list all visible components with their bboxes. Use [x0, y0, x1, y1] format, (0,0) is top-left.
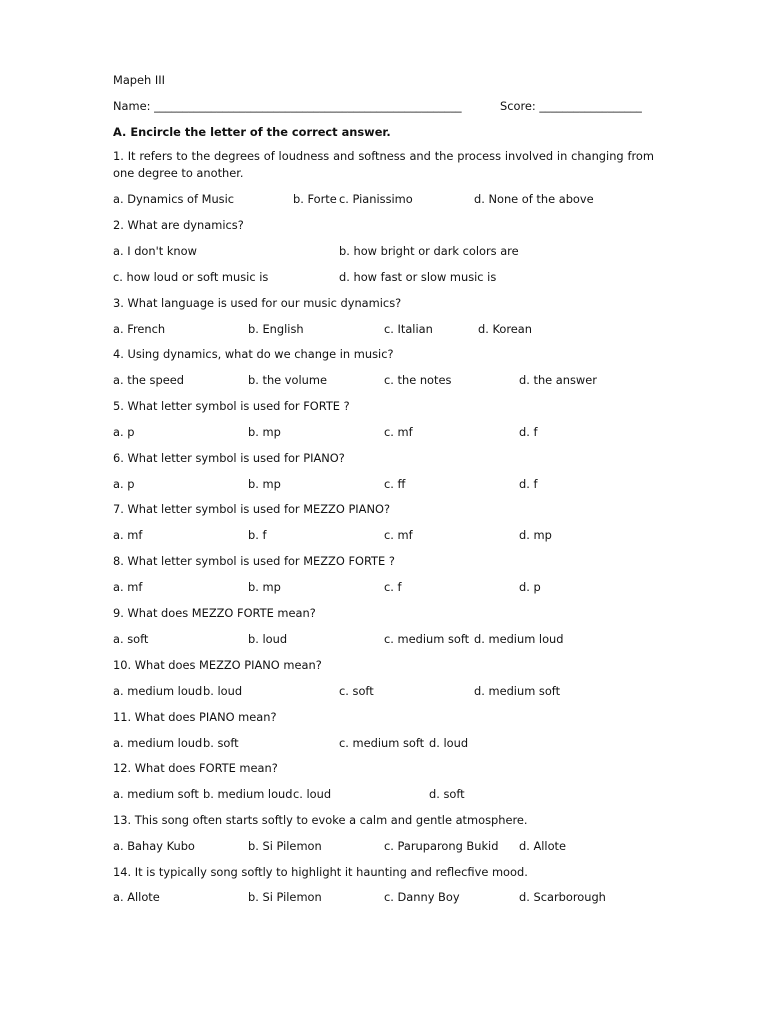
q3-option-b: b. English	[248, 322, 304, 336]
question-11: 11. What does PIANO mean?	[113, 710, 277, 724]
q14-option-b: b. Si Pilemon	[248, 890, 322, 904]
q1-option-c: c. Pianissimo	[339, 192, 413, 206]
q4-option-c: c. the notes	[384, 373, 452, 387]
q12-option-b: b. medium loud	[203, 787, 293, 801]
q5-option-d: d. f	[519, 425, 538, 439]
question-4: 4. Using dynamics, what do we change in music?	[113, 347, 394, 361]
q14-option-d: d. Scarborough	[519, 890, 606, 904]
q8-option-c: c. f	[384, 580, 402, 594]
question-13: 13. This song often starts softly to evoke a calm and gentle atmosphere.	[113, 813, 528, 827]
q2-option-a: a. I don't know	[113, 244, 197, 258]
q3-option-c: c. Italian	[384, 322, 433, 336]
q4-option-a: a. the speed	[113, 373, 184, 387]
q10-option-d: d. medium soft	[474, 684, 561, 698]
q13-option-c: c. Paruparong Bukid	[384, 839, 499, 853]
question-7: 7. What letter symbol is used for MEZZO PIANO?	[113, 502, 390, 516]
q5-option-a: a. p	[113, 425, 135, 439]
q10-option-a: a. medium loud	[113, 684, 203, 698]
q2-option-c: c. how loud or soft music is	[113, 270, 269, 284]
q9-option-d: d. medium loud	[474, 632, 564, 646]
q3-option-d: d. Korean	[478, 322, 532, 336]
q7-option-c: c. mf	[384, 528, 413, 542]
q10-option-b: b. loud	[203, 684, 243, 698]
q13-option-a: a. Bahay Kubo	[113, 839, 195, 853]
q14-option-a: a. Allote	[113, 890, 160, 904]
question-8: 8. What letter symbol is used for MEZZO FORTE ?	[113, 554, 395, 568]
q6-option-a: a. p	[113, 477, 135, 491]
q6-option-b: b. mp	[248, 477, 281, 491]
q9-option-a: a. soft	[113, 632, 149, 646]
question-5: 5. What letter symbol is used for FORTE ?	[113, 399, 350, 413]
score-field: Score: __________________	[500, 99, 642, 113]
q3-option-a: a. French	[113, 322, 166, 336]
q12-option-a: a. medium soft	[113, 787, 199, 801]
q1-option-b: b. Forte	[293, 192, 337, 206]
q4-option-d: d. the answer	[519, 373, 597, 387]
question-2: 2. What are dynamics?	[113, 218, 244, 232]
q8-option-a: a. mf	[113, 580, 143, 594]
q11-option-d: d. loud	[429, 736, 469, 750]
q8-option-b: b. mp	[248, 580, 281, 594]
q1-option-a: a. Dynamics of Music	[113, 192, 235, 206]
question-6: 6. What letter symbol is used for PIANO?	[113, 451, 345, 465]
q11-option-a: a. medium loud	[113, 736, 203, 750]
q9-option-b: b. loud	[248, 632, 288, 646]
q7-option-b: b. f	[248, 528, 267, 542]
q1-option-d: d. None of the above	[474, 192, 594, 206]
q2-option-d: d. how fast or slow music is	[339, 270, 497, 284]
q13-option-b: b. Si Pilemon	[248, 839, 322, 853]
q5-option-b: b. mp	[248, 425, 281, 439]
subject-title: Mapeh III	[113, 73, 165, 87]
q6-option-c: c. ff	[384, 477, 406, 491]
question-14: 14. It is typically song softly to highlight it haunting and reflecfive mood.	[113, 865, 528, 879]
q12-option-d: d. soft	[429, 787, 465, 801]
question-10: 10. What does MEZZO PIANO mean?	[113, 658, 322, 672]
question-1: 1. It refers to the degrees of loudness and softness and the process involved in changing from one degree to another.	[113, 149, 654, 180]
instructions-heading: A. Encircle the letter of the correct answer.	[113, 125, 391, 139]
q14-option-c: c. Danny Boy	[384, 890, 460, 904]
q7-option-d: d. mp	[519, 528, 552, 542]
q8-option-d: d. p	[519, 580, 541, 594]
q2-option-b: b. how bright or dark colors are	[339, 244, 519, 258]
q6-option-d: d. f	[519, 477, 538, 491]
q7-option-a: a. mf	[113, 528, 143, 542]
q4-option-b: b. the volume	[248, 373, 327, 387]
q12-option-c: c. loud	[293, 787, 332, 801]
q13-option-d: d. Allote	[519, 839, 567, 853]
q11-option-c: c. medium soft	[339, 736, 425, 750]
question-3: 3. What language is used for our music dynamics?	[113, 296, 402, 310]
name-field: Name: ______________________________________________________	[113, 99, 462, 113]
q9-option-c: c. medium soft	[384, 632, 470, 646]
q5-option-c: c. mf	[384, 425, 413, 439]
question-12: 12. What does FORTE mean?	[113, 761, 278, 775]
question-9: 9. What does MEZZO FORTE mean?	[113, 606, 316, 620]
q11-option-b: b. soft	[203, 736, 239, 750]
q10-option-c: c. soft	[339, 684, 374, 698]
